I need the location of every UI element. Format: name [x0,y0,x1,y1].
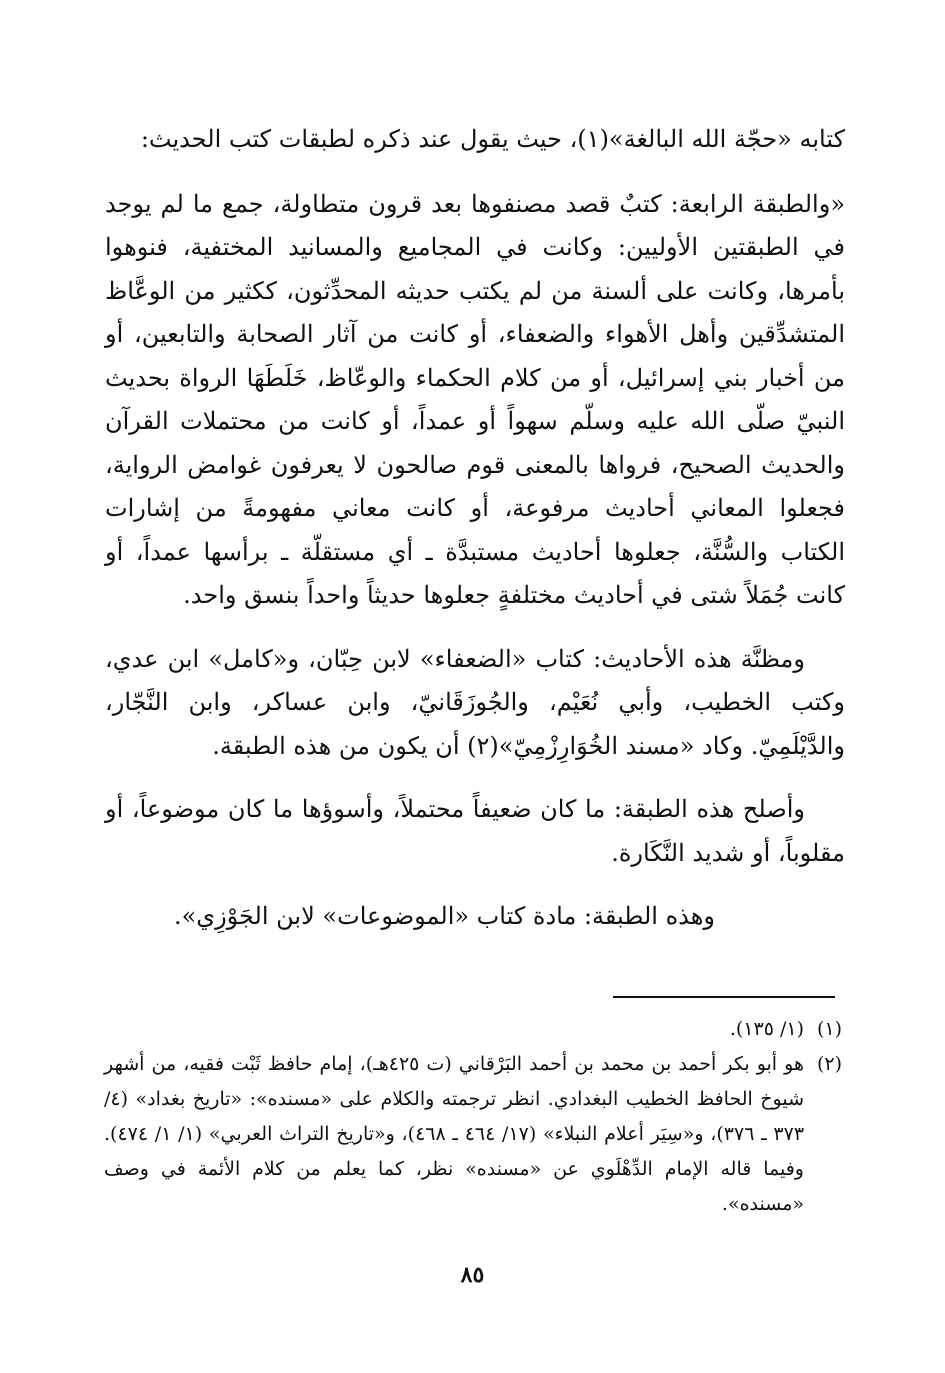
sources-paragraph: ومظنَّة هذه الأحاديث: كتاب «الضعفاء» لابن حِبّان، و«كامل» ابن عدي، وكتب الخطيب، وأبي نُعَيْم، والجُوزَقَانيّ، وابن عساكر، وابن النَّجّار، والدَّيْلَمِيّ. وكاد «مسند الخُوَارِزْمِيّ»(٢) أن يكون من هذه الطبقة. [105,644,845,760]
footnote-separator [613,996,835,998]
footnote-text: هو أبو بكر أحمد بن محمد بن أحمد البَرْقاني (ت ٤٢٥هـ)، إمام حافظ ثَبْت فقيه، من أشهر شيوخ الحافظ الخطيب البغدادي. انظر ترجمته والكلام على «مسنده»: «تاريخ بغداد» (٤/ ٣٧٣ ـ ٣٧٦)، و«سِيَر أعلام النبلاء» (١٧/ ٤٦٤ ـ ٤٦٨)، و«تاريخ التراث العربي» (١/ ١/ ٤٧٤). وفيما قاله الإمام الدِّهْلَوي عن «مسنده» نظر، كما يعلم من كلام الأئمة في وصف «مسنده». [104,1053,805,1215]
footnote-item [104,1047,842,1222]
footnotes [104,1012,842,1222]
footnote-text: (١/ ١٣٥). [729,1018,804,1040]
main-text [105,118,845,939]
best-worst-paragraph: وأصلح هذه الطبقة: ما كان ضعيفاً محتملاً، وأسوؤها ما كان موضوعاً، أو مقلوباً، أو شديد النَّكَارة. [105,795,845,867]
quote-fourth-layer-paragraph: «والطبقة الرابعة: كتبٌ قصد مصنفوها بعد قرون متطاولة، جمع ما لم يوجد في الطبقتين الأوليين: وكانت في المجاميع والمسانيد المختفية، فنوهوا بأمرها، وكانت على ألسنة من لم يكتب حديثه المحدِّثون، ككثير من الوعَّاظ المتشدِّقين وأهل الأهواء والضعفاء، أو كانت من آثار الصحابة والتابعين، أو من أخبار بني إسرائيل، أو من كلام الحكماء والوعّاظ، خَلَطَهَا الرواة بحديث النبيّ صلّى الله عليه وسلّم سهواً أو عمداً، أو كانت من محتملات القرآن والحديث الصحيح، فرواها بالمعنى قوم صالحون لا يعرفون غوامض الرواية، فجعلوا المعاني أحاديث مرفوعة، أو كانت معاني مفهومةً من إشارات الكتاب والسُّنَّة، جعلوها أحاديث مستبدَّة ـ أي مستقلّة ـ برأسها عمداً، أو كانت جُمَلاً شتى في أحاديث مختلفةٍ جعلوها حديثاً واحداً بنسق واحد. [105,189,846,609]
page-number: ٨٥ [460,1262,485,1288]
footnote-number: (٢) [816,1053,842,1075]
intro-paragraph: كتابه «حجّة الله البالغة»(١)، حيث يقول عند ذكره لطبقات كتب الحديث: [140,125,845,153]
footnote-number: (١) [816,1018,842,1040]
material-paragraph: وهذه الطبقة: مادة كتاب «الموضوعات» لابن الجَوْزِي». [173,902,715,930]
footnote-item [104,1012,842,1047]
